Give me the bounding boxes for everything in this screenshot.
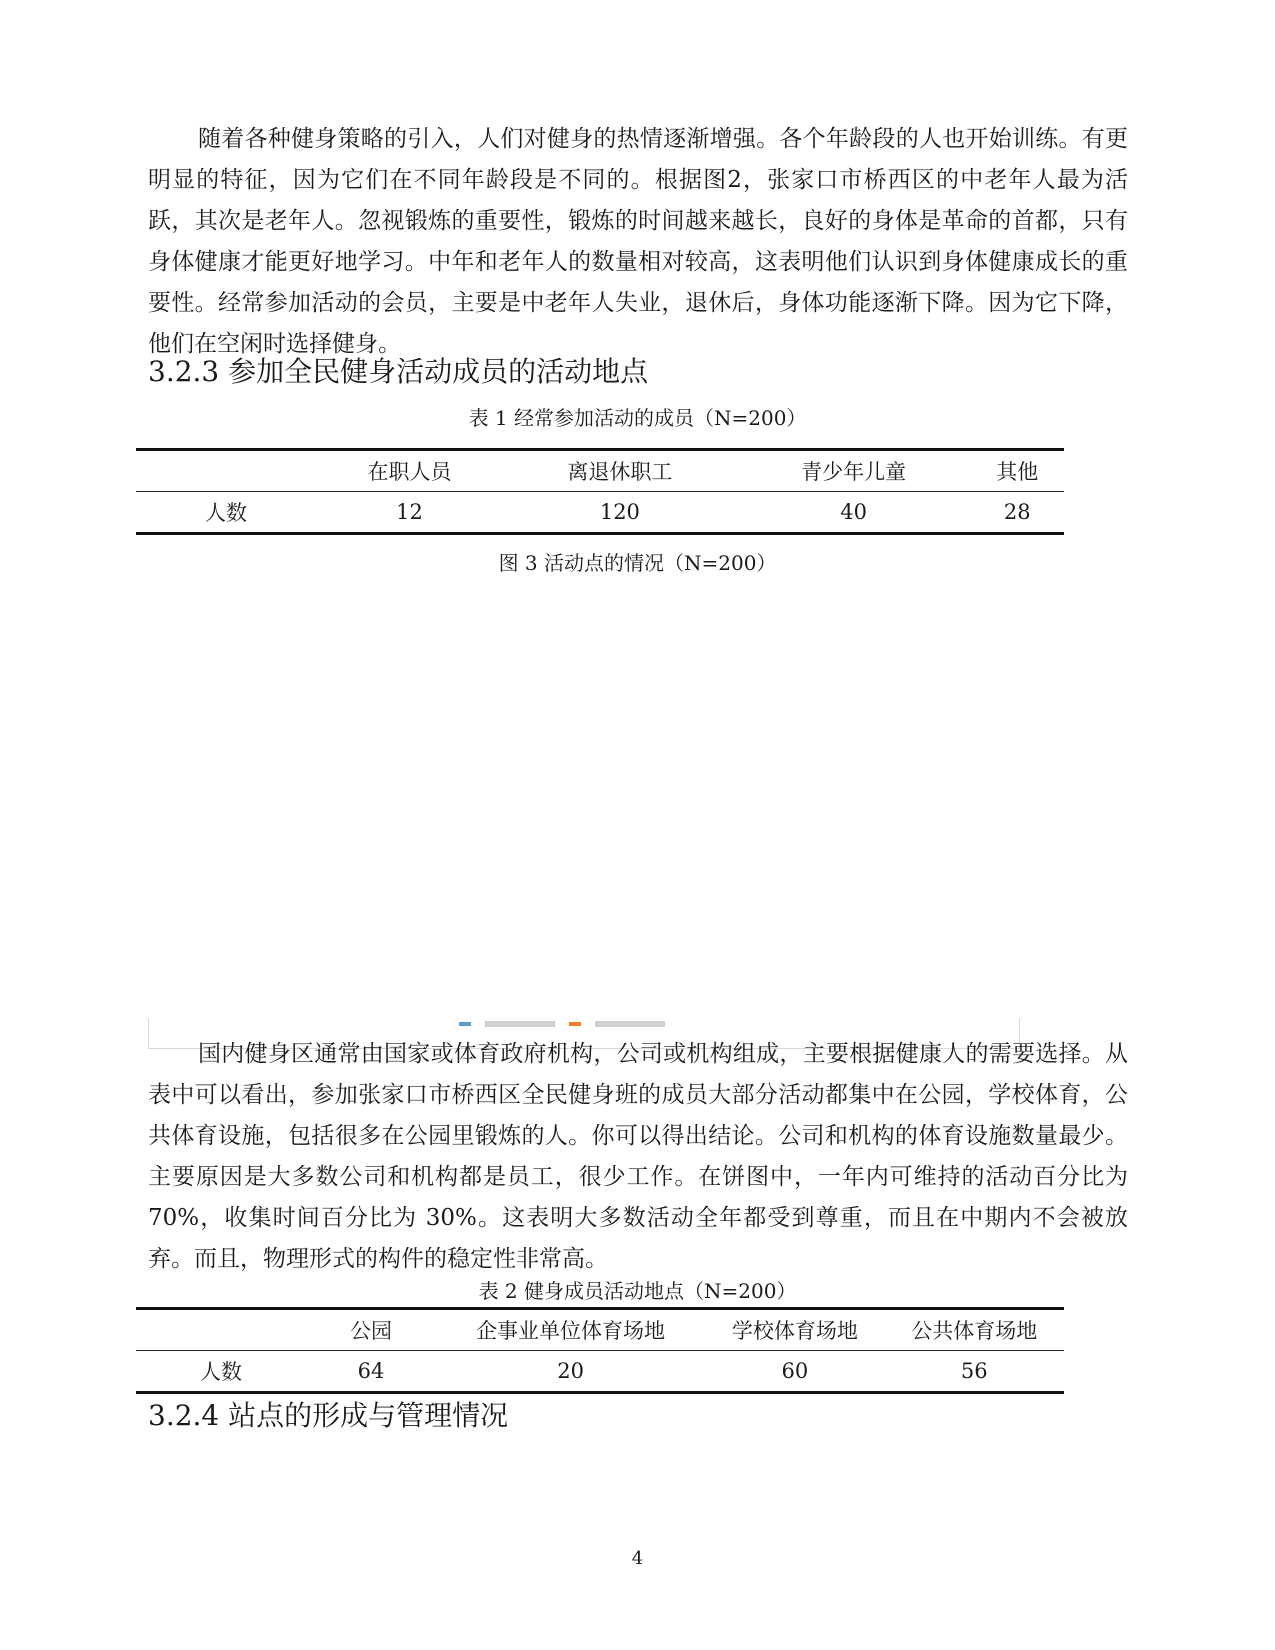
table1 — [136, 448, 1064, 535]
table2-cell: 64 — [357, 1359, 385, 1383]
legend-text-blur — [485, 1021, 555, 1027]
intro-paragraph: 随着各种健身策略的引入，人们对健身的热情逐渐增强。各个年龄段的人也开始训练。有更明显的特征，因为它们在不同年龄段是不同的。根据图2，张家口市桥西区的中老年人最为活跃，其次是老年人。忽视锻炼的重要性，锻炼的时间越来越长，良好的身体是革命的首都，只有身体健康才能更好地学习。中年和老年人的数量相对较高，这表明他们认识到身体健康成长的重要性。经常参加活动的会员，主要是中老年人失业，退休后，身体功能逐渐下降。因为它下降，他们在空闲时选择健身。 — [148, 126, 1128, 357]
table2-cell: 60 — [781, 1359, 809, 1383]
table1-cell: 120 — [599, 500, 640, 524]
analysis-paragraph: 国内健身区通常由国家或体育政府机构，公司或机构组成，主要根据健康人的需要选择。从表中可以看出，参加张家口市桥西区全民健身班的成员大部分活动都集中在公园，学校体育，公共体育设施，包括很多在公园里锻炼的人。你可以得出结论。公司和机构的体育设施数量最少。主要原因是大多数公司和机构都是员工，很少工作。在饼图中，一年内可维持的活动百分比为 70%，收集时间百分比为 30%。这表明大多数活动全年都受到尊重，而且在中期内不会被放弃。而且，物理形式的构件的稳定性非常高。 — [148, 1041, 1128, 1272]
table2-header-cell: 企事业单位体育场地 — [436, 1309, 705, 1351]
table1-header-row — [136, 450, 1064, 492]
table2-cell: 20 — [557, 1359, 584, 1383]
table2-row-label: 人数 — [200, 1360, 242, 1384]
table2-header-cell: 公共体育场地 — [885, 1309, 1064, 1351]
table1-header-cell: 其他 — [971, 450, 1065, 492]
section-heading-3-2-4: 3.2.4 站点的形成与管理情况 — [148, 1399, 509, 1432]
table2-cell: 56 — [960, 1359, 988, 1383]
table1-row-label: 人数 — [205, 501, 247, 525]
figure3-caption: 图 3 活动点的情况（N=200） — [498, 551, 777, 575]
legend-swatch-orange — [569, 1022, 581, 1026]
table1-data-row — [136, 492, 1064, 534]
legend-swatch-blue — [459, 1022, 471, 1026]
table2-data-row — [136, 1351, 1064, 1393]
table2-header-cell: 学校体育场地 — [705, 1309, 884, 1351]
page-number: 4 — [631, 1548, 644, 1569]
table1-caption: 表 1 经常参加活动的成员（N=200） — [468, 406, 807, 430]
table2-header-cell: 公园 — [306, 1309, 436, 1351]
table1-header-cell: 在职人员 — [316, 450, 503, 492]
table1-header-cell: 青少年儿童 — [737, 450, 971, 492]
section-heading-3-2-3: 3.2.3 参加全民健身活动成员的活动地点 — [148, 355, 649, 388]
figure3-legend — [459, 1020, 665, 1028]
table1-cell: 40 — [840, 500, 867, 524]
table1-cell: 12 — [396, 500, 423, 524]
table2-header-row — [136, 1309, 1064, 1351]
table2-header-cell — [136, 1309, 306, 1351]
table2 — [136, 1307, 1064, 1394]
table1-header-cell — [136, 450, 316, 492]
table1-cell: 28 — [1003, 500, 1031, 524]
table1-header-cell: 离退休职工 — [503, 450, 737, 492]
legend-text-blur — [595, 1021, 665, 1027]
table2-caption: 表 2 健身成员活动地点（N=200） — [478, 1279, 797, 1303]
